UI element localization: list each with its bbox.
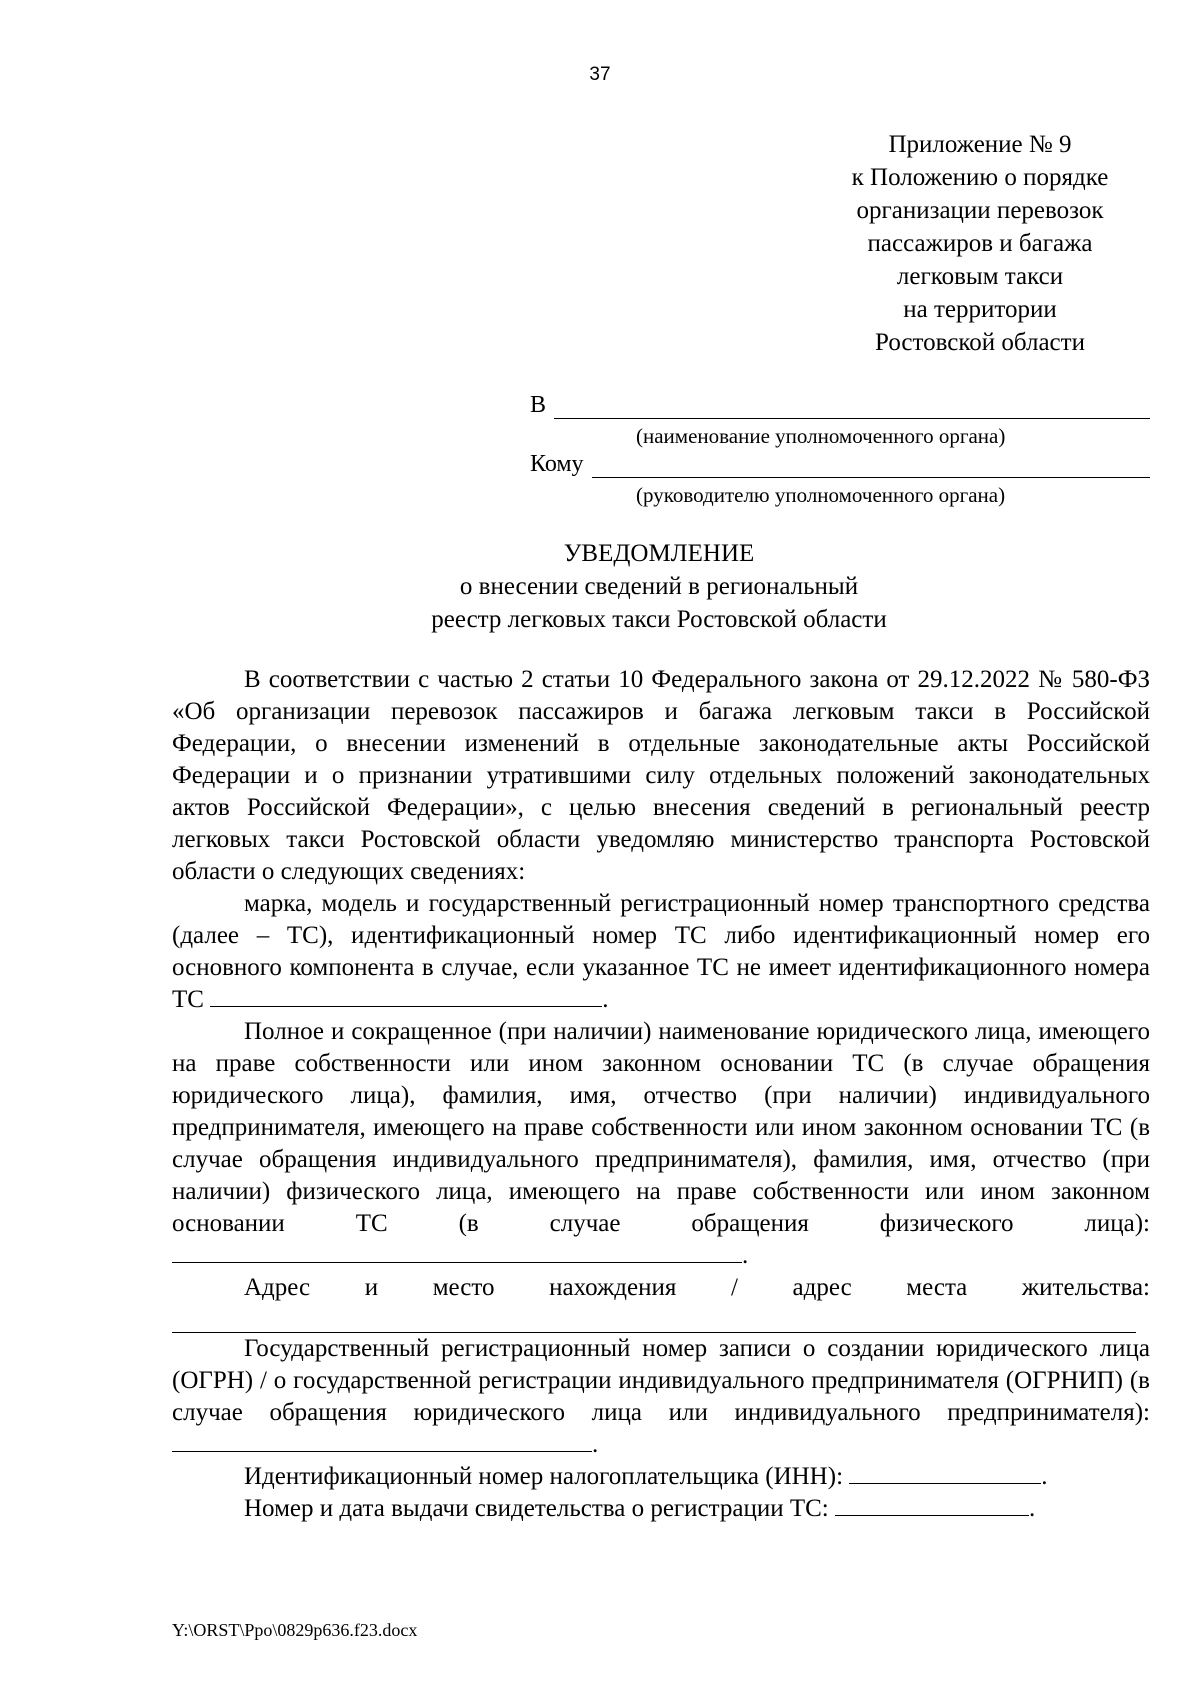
recipient-organ-row bbox=[530, 392, 1150, 419]
annex-line: Ростовской области bbox=[875, 329, 1085, 356]
file-path-footer: Y:\ORST\Ppo\0829p636.f23.docx bbox=[172, 1620, 418, 1640]
end-mark: . bbox=[602, 986, 609, 1013]
end-mark: . bbox=[592, 1431, 599, 1458]
end-mark: . bbox=[1041, 1463, 1048, 1490]
paragraph-owner bbox=[172, 1016, 1150, 1272]
annex-line: на территории bbox=[903, 296, 1057, 323]
annex-line: к Положению о порядке bbox=[851, 164, 1109, 191]
end-mark: . bbox=[742, 1242, 749, 1269]
paragraph-intro: В соответствии с частью 2 статьи 10 Федерального закона от 29.12.2022 № 580-ФЗ «Об организации перевозок пассажиров и багажа легковым такси в Российской Федерации, о внесении изменений в отдельные законодательные акты Российской Федерации и о признании утратившими силу отдельных положений законодательных актов Российской Федерации», с целью внесения сведений в региональный реестр легковых такси Ростовской области уведомляю министерство транспорта Ростовской области о следующих сведениях: bbox=[172, 666, 1150, 885]
recipient-head-row bbox=[530, 451, 1150, 478]
recipient-head-label: Кому bbox=[530, 451, 584, 477]
paragraph-vehicle bbox=[172, 888, 1150, 1016]
vehicle-field[interactable] bbox=[210, 986, 602, 1007]
paragraph-inn-text: Идентификационный номер налогоплательщика (ИНН): bbox=[244, 1463, 844, 1490]
recipient-head-hint: (руководителю уполномоченного органа) bbox=[636, 483, 1006, 507]
address-field[interactable] bbox=[172, 1304, 1136, 1333]
paragraph-address: Адрес и место нахождения / адрес места жительства: bbox=[244, 1274, 1150, 1301]
annex-line: организации перевозок bbox=[856, 197, 1104, 224]
paragraph-ogrn-text: Государственный регистрационный номер записи о создании юридического лица (ОГРН) / о государственной регистрации индивидуального предпринимателя (ОГРНИП) (в случае обращения юридического лица или индивидуального предпринимателя): bbox=[172, 1335, 1150, 1426]
document-subtitle: о внесении сведений в региональный bbox=[459, 573, 859, 600]
certificate-field[interactable] bbox=[835, 1495, 1029, 1516]
annex-line: Приложение № 9 bbox=[888, 131, 1072, 158]
recipient-organ-field[interactable] bbox=[554, 396, 1150, 419]
recipient-organ-hint: (наименование уполномоченного органа) bbox=[636, 424, 1006, 448]
ogrn-field[interactable] bbox=[172, 1431, 592, 1452]
annex-block bbox=[780, 128, 1180, 359]
paragraph-certificate bbox=[172, 1493, 1150, 1525]
annex-line: легковым такси bbox=[896, 263, 1064, 290]
inn-field[interactable] bbox=[849, 1463, 1041, 1484]
document-heading bbox=[0, 537, 1200, 636]
paragraph-ogrn bbox=[172, 1333, 1150, 1461]
paragraph-vehicle-text: марка, модель и государственный регистрационный номер транспортного средства (далее – ТС), идентификационный номер ТС либо идентификационный номер его основного компонента в случае, если указанное ТС не имеет идентификационного номера ТС bbox=[172, 890, 1150, 1013]
paragraph-owner-text: Полное и сокращенное (при наличии) наименование юридического лица, имеющего на праве собственности или ином законном основании ТС (в случае обращения юридического лица), фамилия, имя, отчество (при наличии) индивидуального предпринимателя, имеющего на праве собственности или ином законном основании ТС (в случае обращения индивидуального предпринимателя), фамилия, имя, отчество (при наличии) физического лица, имеющего на праве собственности или ином законном основании ТС (в случае обращения физического лица): bbox=[172, 1018, 1150, 1237]
paragraph-inn bbox=[172, 1461, 1150, 1493]
document-title: УВЕДОМЛЕНИЕ bbox=[563, 540, 755, 567]
paragraph-certificate-text: Номер и дата выдачи свидетельства о регистрации ТС: bbox=[244, 1495, 829, 1522]
recipient-organ-label: В bbox=[530, 392, 547, 418]
end-mark: . bbox=[1029, 1495, 1036, 1522]
owner-field[interactable] bbox=[172, 1242, 742, 1263]
page-number: 37 bbox=[589, 64, 611, 85]
document-body bbox=[172, 664, 1150, 1525]
recipient-head-field[interactable] bbox=[592, 455, 1150, 478]
annex-line: пассажиров и багажа bbox=[867, 230, 1093, 257]
document-subtitle: реестр легковых такси Ростовской области bbox=[431, 606, 887, 633]
